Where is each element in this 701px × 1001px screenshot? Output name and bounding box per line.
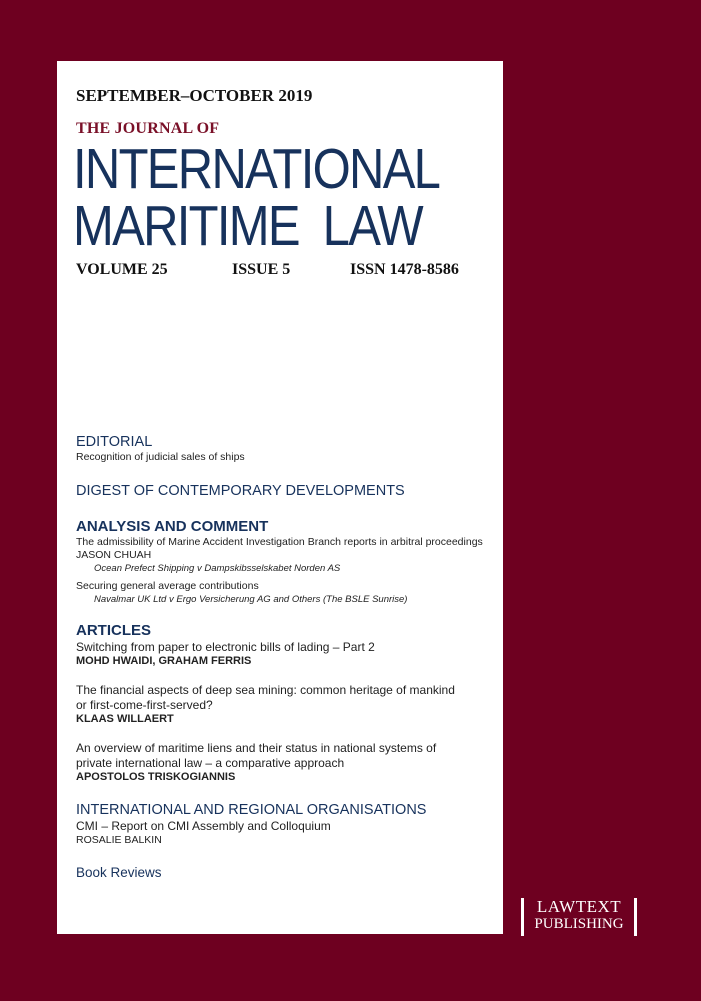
cover-panel <box>57 61 503 934</box>
article-title: An overview of maritime liens and their status in national systems of <box>76 741 437 755</box>
intl-heading: INTERNATIONAL AND REGIONAL ORGANISATIONS <box>76 802 427 818</box>
section-intl <box>76 801 496 847</box>
article-authors: MOHD HWAIDI, GRAHAM FERRIS <box>76 655 252 667</box>
article-authors: KLAAS WILLAERT <box>76 713 174 725</box>
digest-heading: DIGEST OF CONTEMPORARY DEVELOPMENTS <box>76 483 405 499</box>
analysis-item-author: JASON CHUAH <box>76 549 152 561</box>
editorial-heading: EDITORIAL <box>76 434 153 450</box>
article-title: Switching from paper to electronic bills of lading – Part 2 <box>76 640 375 654</box>
article-authors: APOSTOLOS TRISKOGIANNIS <box>76 771 236 783</box>
section-analysis <box>76 518 496 606</box>
analysis-item-title: Securing general average contributions <box>76 580 259 592</box>
analysis-item-case: Ocean Prefect Shipping v Dampskibsselskabet Norden AS <box>94 563 341 574</box>
issn-label: ISSN 1478-8586 <box>350 261 459 278</box>
article-title: The financial aspects of deep sea mining: common heritage of mankind <box>76 683 455 697</box>
publisher-logo <box>521 898 637 936</box>
section-digest <box>76 482 496 500</box>
publisher-logo-line2: PUBLISHING <box>534 916 624 932</box>
section-articles <box>76 622 496 784</box>
journal-title-line-2: MARITIME LAW <box>73 194 422 258</box>
journal-title-line-1: INTERNATIONAL <box>73 137 440 201</box>
intl-item: CMI – Report on CMI Assembly and Colloquium <box>76 819 331 833</box>
article-title-cont: private international law – a comparative approach <box>76 756 345 770</box>
issue-label: ISSUE 5 <box>232 261 291 278</box>
section-reviews <box>76 864 496 882</box>
table-of-contents <box>76 433 496 882</box>
editorial-item: Recognition of judicial sales of ships <box>76 451 245 463</box>
section-editorial <box>76 433 496 464</box>
journal-of-label: THE JOURNAL OF <box>76 120 220 137</box>
analysis-heading: ANALYSIS AND COMMENT <box>76 518 269 535</box>
article-title-cont: or first-come-first-served? <box>76 698 213 712</box>
intl-author: ROSALIE BALKIN <box>76 834 162 846</box>
publisher-logo-line1: LAWTEXT <box>536 897 622 916</box>
analysis-item-title: The admissibility of Marine Accident Investigation Branch reports in arbitral proceedings <box>76 536 483 548</box>
book-reviews-heading: Book Reviews <box>76 865 162 880</box>
articles-heading: ARTICLES <box>76 622 151 639</box>
volume-label: VOLUME 25 <box>76 261 168 278</box>
issue-date: SEPTEMBER–OCTOBER 2019 <box>76 86 313 105</box>
analysis-item-case: Navalmar UK Ltd v Ergo Versicherung AG and Others (The BSLE Sunrise) <box>94 594 408 605</box>
